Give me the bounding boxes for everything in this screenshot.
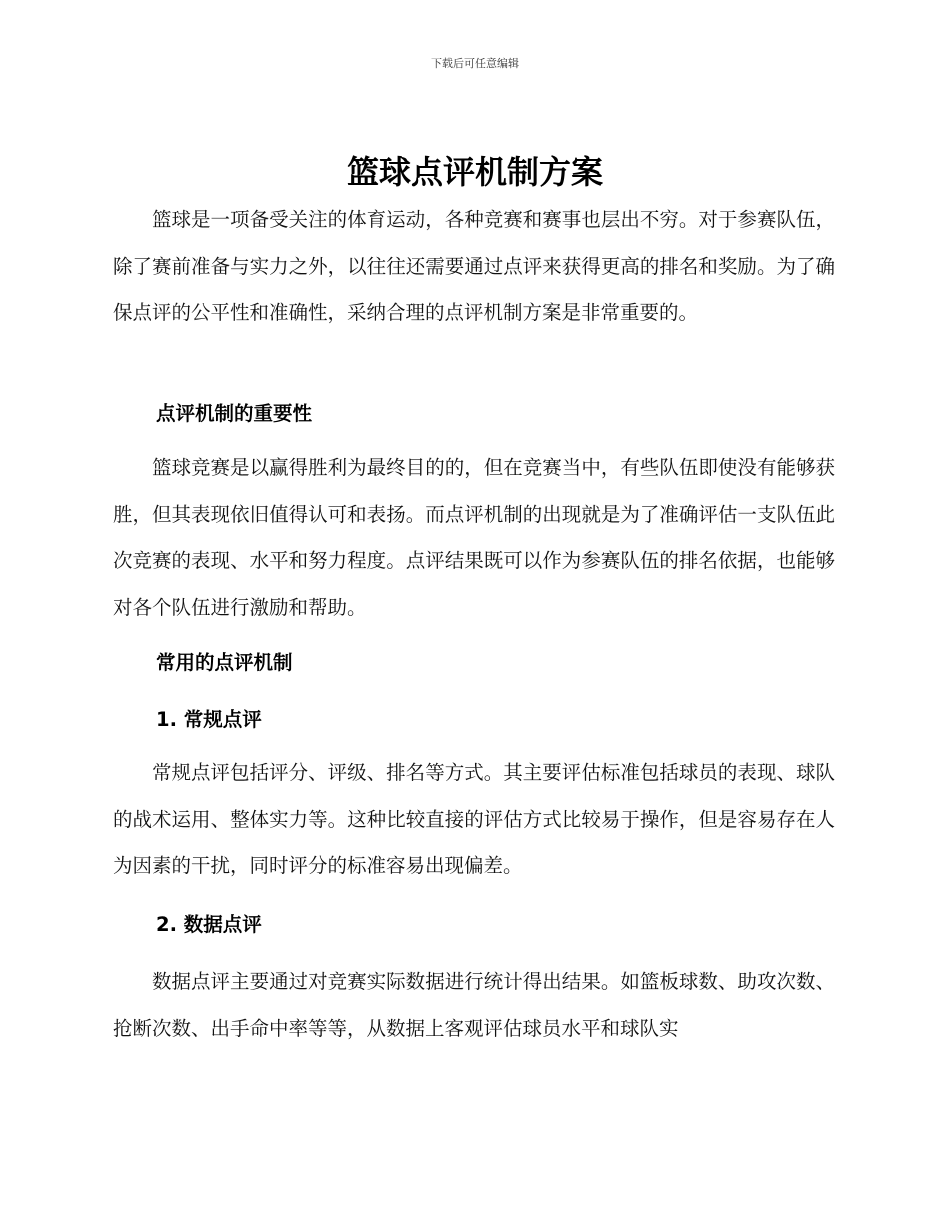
- section-heading-importance: 点评机制的重要性: [156, 402, 313, 425]
- document-title: 篮球点评机制方案: [346, 153, 603, 191]
- section-heading-common-mechanisms: 常用的点评机制: [156, 651, 293, 674]
- intro-paragraph: 篮球是一项备受关注的体育运动，各种竞赛和赛事也层出不穷。对于参赛队伍，除了赛前准备与实力之外，以往往还需要通过点评来获得更高的排名和奖励。为了确保点评的公平性和准确性，采纳合理的点评机制方案是非常重要的。: [113, 208, 835, 324]
- data-review-paragraph: 数据点评主要通过对竞赛实际数据进行统计得出结果。如篮板球数、助攻次数、抢断次数、出手命中率等等，从数据上客观评估球员水平和球队实: [113, 970, 835, 1040]
- regular-review-paragraph: 常规点评包括评分、评级、排名等方式。其主要评估标准包括球员的表现、球队的战术运用、整体实力等。这种比较直接的评估方式比较易于操作，但是容易存在人为因素的干扰，同时评分的标准容易出现偏差。: [113, 761, 835, 877]
- subheading-regular-review: 1. 常规点评: [156, 708, 262, 731]
- subheading-data-review: 2. 数据点评: [156, 913, 262, 936]
- header-note: 下载后可任意编辑: [431, 57, 519, 70]
- importance-paragraph: 篮球竞赛是以赢得胜利为最终目的的，但在竞赛当中，有些队伍即使没有能够获胜，但其表现依旧值得认可和表扬。而点评机制的出现就是为了准确评估一支队伍此次竞赛的表现、水平和努力程度。点评结果既可以作为参赛队伍的排名依据，也能够对各个队伍进行激励和帮助。: [113, 456, 835, 619]
